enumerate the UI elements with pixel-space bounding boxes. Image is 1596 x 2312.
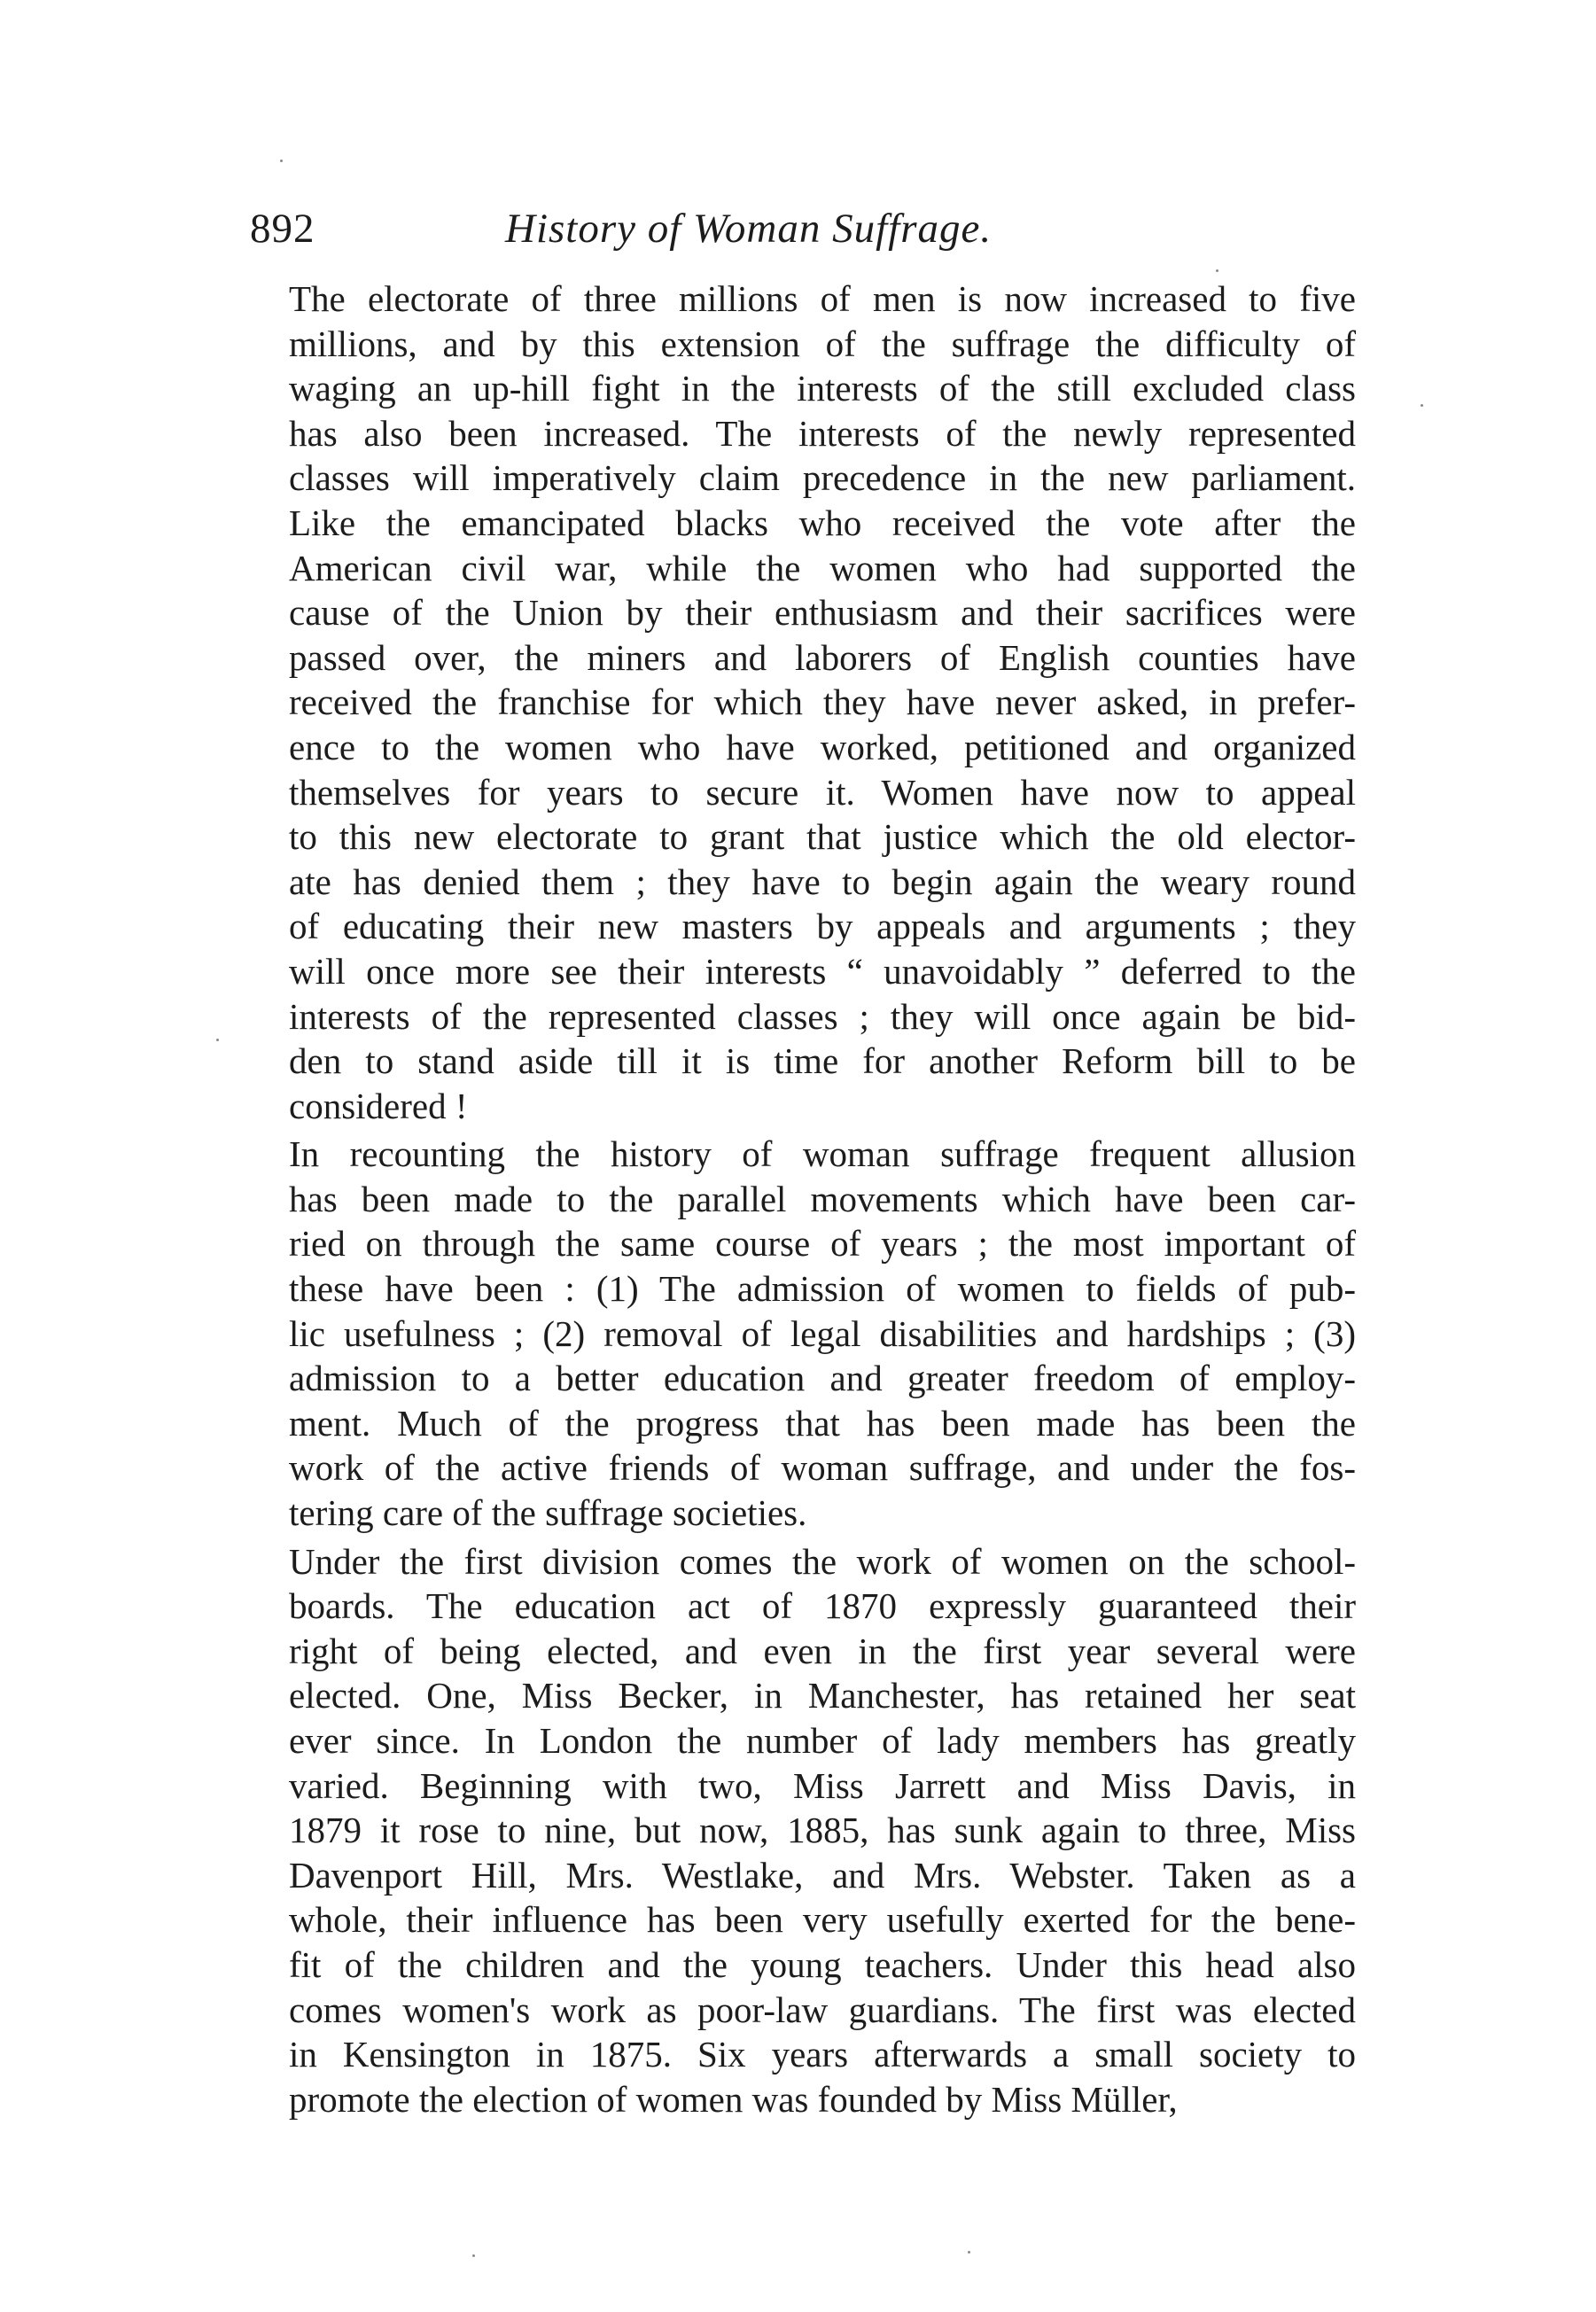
scan-speck <box>968 2251 970 2254</box>
text-line: lic usefulness ; (2) removal of legal disabilities and hardships ; (3) <box>289 1312 1356 1354</box>
text-line: Under the first division comes the work of women on the school- <box>289 1540 1356 1582</box>
text-line: has also been increased. The interests of the newly represented <box>289 412 1356 454</box>
text-line: work of the active friends of woman suffrage, and under the fos- <box>289 1447 1356 1489</box>
text-line: ment. Much of the progress that has been made has been the <box>289 1402 1356 1444</box>
text-line: interests of the represented classes ; they will once again be bid- <box>289 995 1356 1037</box>
page-number: 892 <box>250 206 315 252</box>
text-line: ried on through the same course of years ; the most important of <box>289 1223 1356 1265</box>
text-line: themselves for years to secure it. Women have now to appeal <box>289 771 1356 813</box>
text-line: to this new electorate to grant that justice which the old elector- <box>289 816 1356 858</box>
text-line: varied. Beginning with two, Miss Jarrett and Miss Davis, in <box>289 1764 1356 1806</box>
text-line: American civil war, while the women who had supported the <box>289 547 1356 588</box>
text-line: Like the emancipated blacks who received the vote after the <box>289 502 1356 543</box>
text-line: elected. One, Miss Becker, in Manchester, has retained her seat <box>289 1675 1356 1716</box>
text-line: of educating their new masters by appeals and arguments ; they <box>289 906 1356 947</box>
text-line: has been made to the parallel movements which have been car- <box>289 1178 1356 1219</box>
text-line: promote the election of women was founded by Miss Müller, <box>289 2078 1178 2120</box>
page-header <box>246 200 1356 257</box>
text-line: fit of the children and the young teachers. Under this head also <box>289 1943 1356 1985</box>
text-line: Davenport Hill, Mrs. Westlake, and Mrs. Webster. Taken as a <box>289 1854 1356 1896</box>
text-line: ate has denied them ; they have to begin again the weary round <box>289 860 1356 902</box>
text-line: admission to a better education and greater freedom of employ- <box>289 1358 1356 1399</box>
scan-speck <box>280 160 283 162</box>
text-line: tering care of the suffrage societies. <box>289 1492 807 1534</box>
text-line: The electorate of three millions of men is now increased to five <box>289 278 1356 319</box>
scan-speck <box>1216 269 1218 272</box>
text-line: considered ! <box>289 1085 468 1126</box>
text-line: comes women's work as poor-law guardians. The first was elected <box>289 1989 1356 2030</box>
paragraph <box>246 1539 1356 2122</box>
text-line: ence to the women who have worked, petitioned and organized <box>289 726 1356 767</box>
text-line: received the franchise for which they have never asked, in prefer- <box>289 681 1356 723</box>
text-line: passed over, the miners and laborers of English counties have <box>289 636 1356 678</box>
text-line: den to stand aside till it is time for another Reform bill to be <box>289 1040 1356 1082</box>
text-line: in Kensington in 1875. Six years afterwards a small society to <box>289 2034 1356 2075</box>
text-line: waging an up-hill fight in the interests of the still excluded class <box>289 368 1356 409</box>
text-line: whole, their influence has been very usefully exerted for the bene- <box>289 1899 1356 1941</box>
text-line: 1879 it rose to nine, but now, 1885, has sunk again to three, Miss <box>289 1810 1356 1851</box>
text-line: boards. The education act of 1870 expressly guaranteed their <box>289 1585 1356 1627</box>
text-line: right of being elected, and even in the first year several were <box>289 1630 1356 1671</box>
text-line: ever since. In London the number of lady members has greatly <box>289 1720 1356 1761</box>
scan-speck <box>472 2254 475 2257</box>
text-line: millions, and by this extension of the suffrage the difficulty of <box>289 323 1356 364</box>
paragraph <box>246 1132 1356 1535</box>
paragraph <box>246 276 1356 1128</box>
text-line: In recounting the history of woman suffrage frequent allusion <box>289 1133 1356 1175</box>
text-line: classes will imperatively claim precedence in the new parliament. <box>289 457 1356 499</box>
text-line: these have been : (1) The admission of women to fields of pub- <box>289 1268 1356 1310</box>
scan-speck <box>1421 404 1423 407</box>
body-text <box>246 276 1356 2121</box>
running-title: History of Woman Suffrage. <box>505 206 993 252</box>
text-line: cause of the Union by their enthusiasm and their sacrifices were <box>289 592 1356 634</box>
scan-speck <box>216 1039 219 1041</box>
book-page <box>246 200 1356 2125</box>
text-line: will once more see their interests “ unavoidably ” deferred to the <box>289 950 1356 992</box>
